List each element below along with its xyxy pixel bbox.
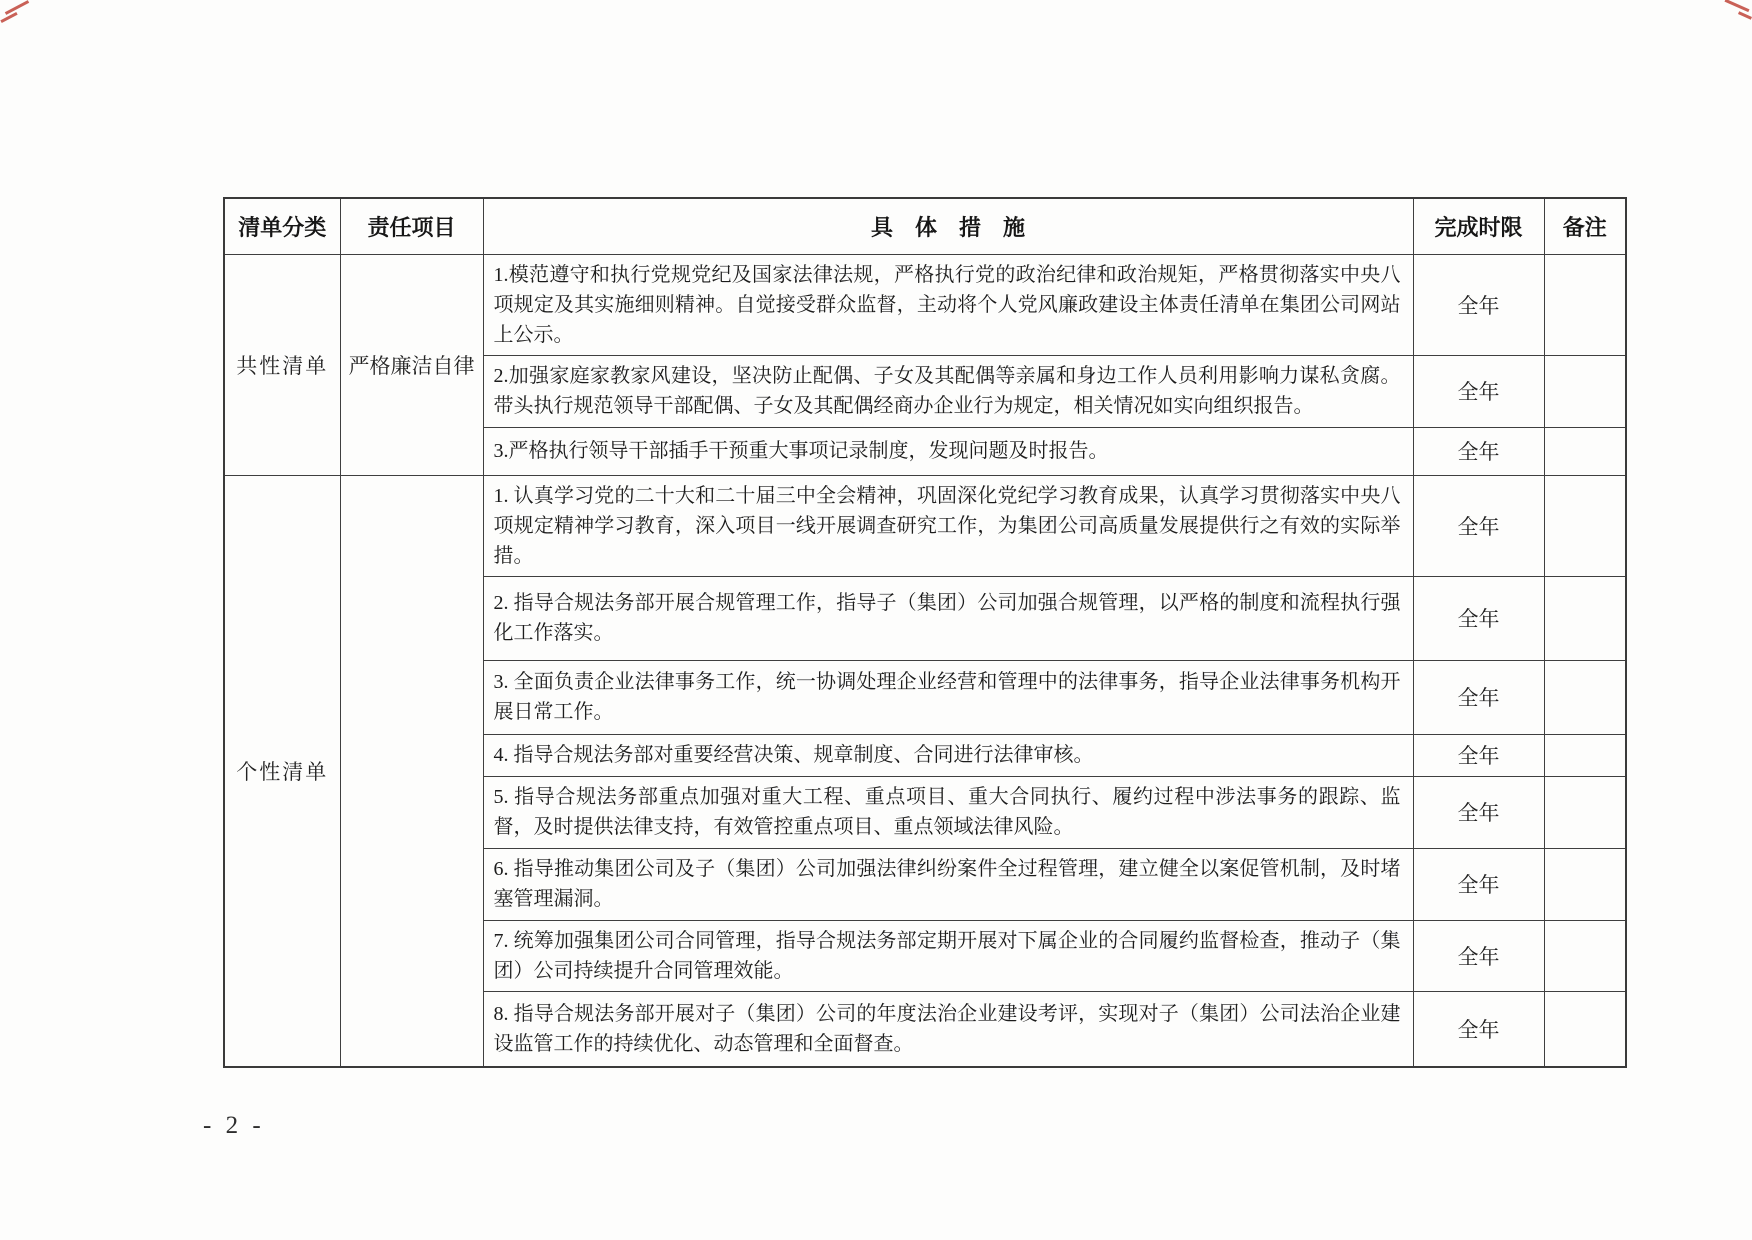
category-cell-common: 共性清单 [224,254,340,475]
deadline-cell: 全年 [1413,991,1544,1067]
deadline-cell: 全年 [1413,734,1544,776]
deadline-cell: 全年 [1413,920,1544,991]
remark-cell [1544,576,1626,660]
header-category: 清单分类 [224,198,340,254]
remark-cell [1544,991,1626,1067]
deadline-cell: 全年 [1413,355,1544,427]
measure-cell: 1.模范遵守和执行党规党纪及国家法律法规，严格执行党的政治纪律和政治规矩，严格贯彻落实中央八项规定及其实施细则精神。自觉接受群众监督，主动将个人党风廉政建设主体责任清单在集团公司网站上公示。 [483,254,1413,355]
deadline-cell: 全年 [1413,776,1544,848]
table-row [224,254,1626,355]
measure-cell: 3. 全面负责企业法律事务工作，统一协调处理企业经营和管理中的法律事务，指导企业法律事务机构开展日常工作。 [483,660,1413,734]
deadline-cell: 全年 [1413,475,1544,576]
measure-cell: 5. 指导合规法务部重点加强对重大工程、重点项目、重大合同执行、履约过程中涉法事务的跟踪、监督，及时提供法律支持，有效管控重点项目、重点领域法律风险。 [483,776,1413,848]
category-cell-individual: 个性清单 [224,475,340,1067]
project-cell-individual [340,475,483,1067]
page-number: - 2 - [203,1112,265,1139]
table-row [224,475,1626,576]
remark-cell [1544,254,1626,355]
remark-cell [1544,427,1626,475]
deadline-cell: 全年 [1413,660,1544,734]
deadline-cell: 全年 [1413,576,1544,660]
remark-cell [1544,776,1626,848]
scan-mark-top-left-icon [0,12,17,23]
header-project: 责任项目 [340,198,483,254]
measure-cell: 4. 指导合规法务部对重要经营决策、规章制度、合同进行法律审核。 [483,734,1413,776]
header-remark: 备注 [1544,198,1626,254]
table-header-row [224,198,1626,254]
measure-cell: 8. 指导合规法务部开展对子（集团）公司的年度法治企业建设考评，实现对子（集团）公司法治企业建设监管工作的持续优化、动态管理和全面督查。 [483,991,1413,1067]
project-cell-common: 严格廉洁自律 [340,254,483,475]
measure-cell: 7. 统筹加强集团公司合同管理，指导合规法务部定期开展对下属企业的合同履约监督检查，推动子（集团）公司持续提升合同管理效能。 [483,920,1413,991]
header-measures: 具 体 措 施 [483,198,1413,254]
remark-cell [1544,920,1626,991]
deadline-cell: 全年 [1413,254,1544,355]
measure-cell: 2.加强家庭家教家风建设，坚决防止配偶、子女及其配偶等亲属和身边工作人员利用影响力谋私贪腐。带头执行规范领导干部配偶、子女及其配偶经商办企业行为规定，相关情况如实向组织报告。 [483,355,1413,427]
remark-cell [1544,848,1626,920]
responsibility-list-table [223,197,1627,1068]
scan-mark-top-right-icon [1738,11,1752,19]
measure-cell: 6. 指导推动集团公司及子（集团）公司加强法律纠纷案件全过程管理，建立健全以案促管机制，及时堵塞管理漏洞。 [483,848,1413,920]
deadline-cell: 全年 [1413,427,1544,475]
remark-cell [1544,660,1626,734]
measure-cell: 2. 指导合规法务部开展合规管理工作，指导子（集团）公司加强合规管理，以严格的制度和流程执行强化工作落实。 [483,576,1413,660]
scan-mark-top-right-icon [1725,0,1750,12]
measure-cell: 3.严格执行领导干部插手干预重大事项记录制度，发现问题及时报告。 [483,427,1413,475]
deadline-cell: 全年 [1413,848,1544,920]
remark-cell [1544,734,1626,776]
remark-cell [1544,475,1626,576]
remark-cell [1544,355,1626,427]
header-deadline: 完成时限 [1413,198,1544,254]
measure-cell: 1. 认真学习党的二十大和二十届三中全会精神，巩固深化党纪学习教育成果，认真学习贯彻落实中央八项规定精神学习教育，深入项目一线开展调查研究工作，为集团公司高质量发展提供行之有效的实际举措。 [483,475,1413,576]
